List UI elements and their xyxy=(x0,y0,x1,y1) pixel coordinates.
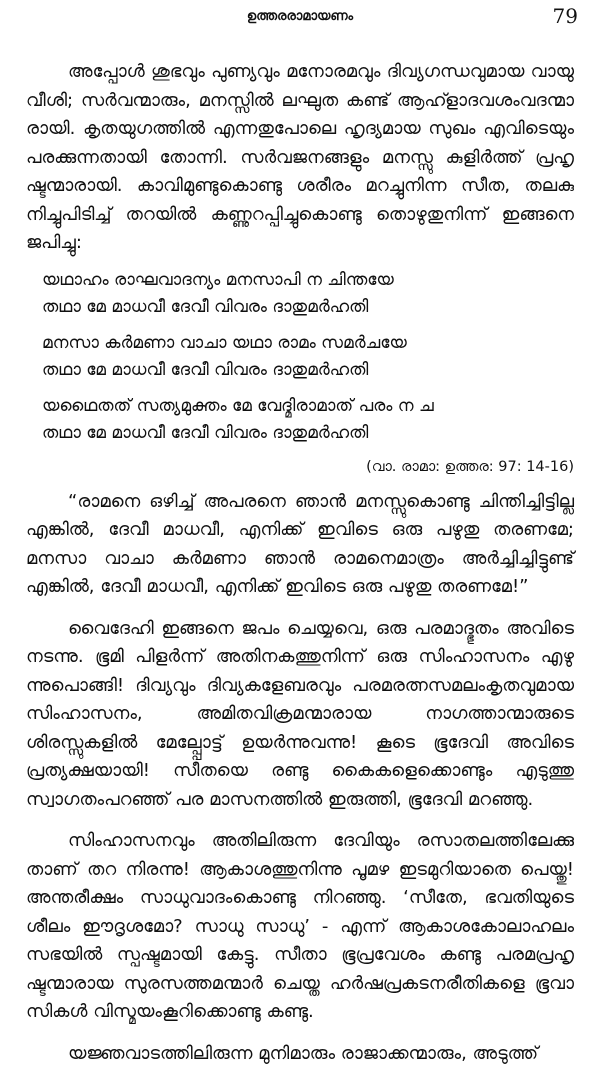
sloka-line: മനസാ കർമണാ വാചാ യഥാ രാമം സമർചയേ xyxy=(42,330,574,357)
sloka-stanza-1 xyxy=(42,267,574,321)
sloka-line: തഥാ മേ മാധവീ ദേവീ വിവരം ദാതുമർഹതി xyxy=(42,357,574,384)
page-number: 79 xyxy=(553,4,578,28)
sloka-stanza-3 xyxy=(42,393,574,447)
sloka-stanza-2 xyxy=(42,330,574,384)
paragraph-4: സിംഹാസനവും അതിലിരുന്ന ദേവിയും രസാതലത്തിലേക്കു താണ് തറ നിരന്നു! ആകാശത്തുനിന്നു പൂമഴ ഇടമുറിയാതെ പെയ്തു! അന്തരീക്ഷം സാധുവാദംകൊണ്ടു നിറഞ്ഞു. ‘സീതേ, ഭവതിയുടെ ശീലം ഈദൃശമോ? സാധു സാധു’ - എന്ന് ആകാശകോലാഹലം സഭയിൽ സ്പഷ്ടമായി കേട്ടു. സീതാ ഭൂപ്രവേശം കണ്ടു പരമപ്രഹൃ ഷ്ടന്മാരായ സുരസത്തമന്മാർ ചെയ്ത ഹർഷപ്രകടനരീതികളെ ഭൂവാ സികൾ വിസ്മയംകൂറിക്കൊണ്ടു കണ്ടു. xyxy=(26,827,574,1027)
body-text xyxy=(26,58,574,1068)
sloka-line: തഥാ മേ മാധവീ ദേവീ വിവരം ദാതുമർഹതി xyxy=(42,294,574,321)
sloka-line: യഥൈതത് സത്യമുക്തം മേ വേദ്മിരാമാത് പരം ന ച xyxy=(42,393,574,420)
running-title: ഉത്തരരാമായണം xyxy=(0,9,600,24)
sloka-line: യഥാഹം രാഘവാദന്യം മനസാപി ന ചിന്തയേ xyxy=(42,267,574,294)
sloka-citation: (വാ. രാമാ: ഉത്തര: 97: 14-16) xyxy=(26,456,574,478)
sloka-line: തഥാ മേ മാധവീ ദേവീ വിവരം ദാതുമർഹതി xyxy=(42,420,574,447)
paragraph-1: അപ്പോൾ ശുഭവും പുണ്യവും മനോരമവും ദിവ്യഗന്ധവുമായ വായു വീശി; സർവന്മാരും, മനസ്സിൽ ലഘുത കണ്ട് ആഹ്ളാദവശംവദന്മാ രായി. കൃതയുഗത്തിൽ എന്നതുപോലെ ഹൃദ്യമായ സുഖം എവിടെയും പരക്കുന്നതായി തോന്നി. സർവജനങ്ങളും മനസ്സു കുളിർത്ത് പ്രഹൃ ഷ്ടന്മാരായി. കാവിമുണ്ടുകൊണ്ടു ശരീരം മറച്ചുനിന്ന സീത, തലകു നിച്ചുപിടിച്ച് തറയിൽ കണ്ണുറപ്പിച്ചുകൊണ്ടു തൊഴുതുനിന്ന് ഇങ്ങനെ ജപിച്ചു: xyxy=(26,58,574,258)
sloka-block xyxy=(42,267,574,447)
paragraph-2: “രാമനെ ഒഴിച്ച് അപരനെ ഞാൻ മനസ്സുകൊണ്ടു ചിന്തിച്ചിട്ടില്ല എങ്കിൽ, ദേവീ മാധവീ, എനിക്ക് ഇവിടെ ഒരു പഴുതു തരണമേ; മനസാ വാചാ കർമണാ ഞാൻ രാമനെമാത്രം അർച്ചിച്ചിട്ടുണ്ട് എങ്കിൽ, ദേവീ മാധവീ, എനിക്ക് ഇവിടെ ഒരു പഴുതു തരണമേ!” xyxy=(26,488,574,602)
paragraph-3: വൈദേഹി ഇങ്ങനെ ജപം ചെയ്യവെ, ഒരു പരമാദ്ഭുതം അവിടെ നടന്നു. ഭൂമി പിളർന്ന് അതിനകത്തുനിന്ന് ഒരു സിംഹാസനം എഴു ന്നുപൊങ്ങി! ദിവ്യവും ദിവ്യകളേബരവും പരമരത്നസമലംകൃതവുമായ സിംഹാസനം, അമിതവിക്രമന്മാരായ നാഗത്താന്മാരുടെ ശിരസ്സുകളിൽ മേല്പ്പോട്ട് ഉയർന്നുവന്നു! കൂടെ ഭൂദേവി അവിടെ പ്രത്യക്ഷയായി! സീതയെ രണ്ടു കൈകളെക്കൊണ്ടും എടുത്തു സ്വാഗതംപറഞ്ഞ് പര മാസനത്തിൽ ഇരുത്തി, ഭൂദേവി മറഞ്ഞു. xyxy=(26,615,574,815)
paragraph-5: യജ്ഞവാടത്തിലിരുന്ന മുനിമാരും രാജാക്കന്മാരും, അടുത്ത് xyxy=(26,1040,574,1068)
